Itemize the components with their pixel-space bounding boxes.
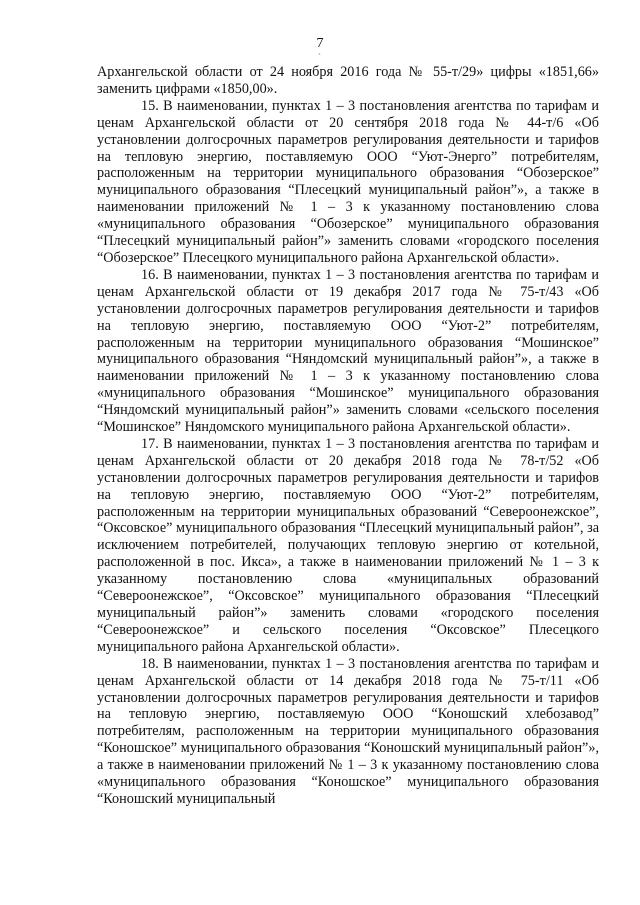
paragraph-item-16: 16. В наименовании, пунктах 1 – 3 постановления агентства по тарифам и ценам Архангельской области от 19 декабря 2017 года № 75-т/43 «Об установлении долгосрочных параметров регулирования деятельности и тарифов на тепловую энергию, поставляемую ООО “Уют-2” потребителям, расположенным на территории муниципального образования “Мошинское” муниципального образования “Няндомский муниципальный район”», а также в наименовании приложений № 1 – 3 к указанному постановлению слова «муниципального образования “Мошинское” муниципального образования “Няндомский муниципальный район”» заменить словами «сельского поселения “Мошинское” Няндомского муниципального района Архангельской области». xyxy=(97,266,599,436)
document-body xyxy=(97,64,599,808)
scan-mark: ˋ xyxy=(318,52,321,62)
paragraph-item-18: 18. В наименовании, пунктах 1 – 3 постановления агентства по тарифам и ценам Архангельской области от 14 декабря 2018 года № 75-т/11 «Об установлении долгосрочных параметров регулирования деятельности и тарифов на тепловую энергию, поставляемую ООО “Коношский хлебозавод” потребителям, расположенным на территории муниципального образования “Коношское” муниципального образования “Коношский муниципальный район”», а также в наименовании приложений № 1 – 3 к указанному постановлению слова «муниципального образования “Коношское” муниципального образования “Коношский муниципальный xyxy=(97,655,599,807)
paragraph-item-15: 15. В наименовании, пунктах 1 – 3 постановления агентства по тарифам и ценам Архангельской области от 20 сентября 2018 года № 44-т/6 «Об установлении долгосрочных параметров регулирования деятельности и тарифов на тепловую энергию, поставляемую ООО “Уют-Энерго” потребителям, расположенным на территории муниципального образования “Обозерское” муниципального образования “Плесецкий муниципальный район”», а также в наименовании приложений № 1 – 3 к указанному постановлению слова «муниципального образования “Обозерское” муниципального образования “Плесецкий муниципальный район”» заменить словами «городского поселения “Обозерское” Плесецкого муниципального района Архангельской области». xyxy=(97,97,599,266)
page-number: 7 xyxy=(316,36,324,51)
paragraph-continuation: Архангельской области от 24 ноября 2016 года № 55-т/29» цифры «1851,66» заменить цифрами «1850,00». xyxy=(97,64,599,97)
paragraph-item-17: 17. В наименовании, пунктах 1 – 3 постановления агентства по тарифам и ценам Архангельской области от 20 декабря 2018 года № 78-т/52 «Об установлении долгосрочных параметров регулирования деятельности и тарифов на тепловую энергию, поставляемую ООО “Уют-2” потребителям, расположенным на территории муниципальных образований “Североонежское”, “Оксовское” муниципального образования “Плесецкий муниципальный район”, за исключением потребителей, получающих тепловую энергию от котельной, расположенной в пос. Икса», а также в наименовании приложений № 1 – 3 к указанному постановлению слова «муниципальных образований “Североонежское”, “Оксовское” муниципального образования “Плесецкий муниципальный район”» заменить словами «городского поселения “Североонежское” и сельского поселения “Оксовское” Плесецкого муниципального района Архангельской области». xyxy=(97,435,599,655)
